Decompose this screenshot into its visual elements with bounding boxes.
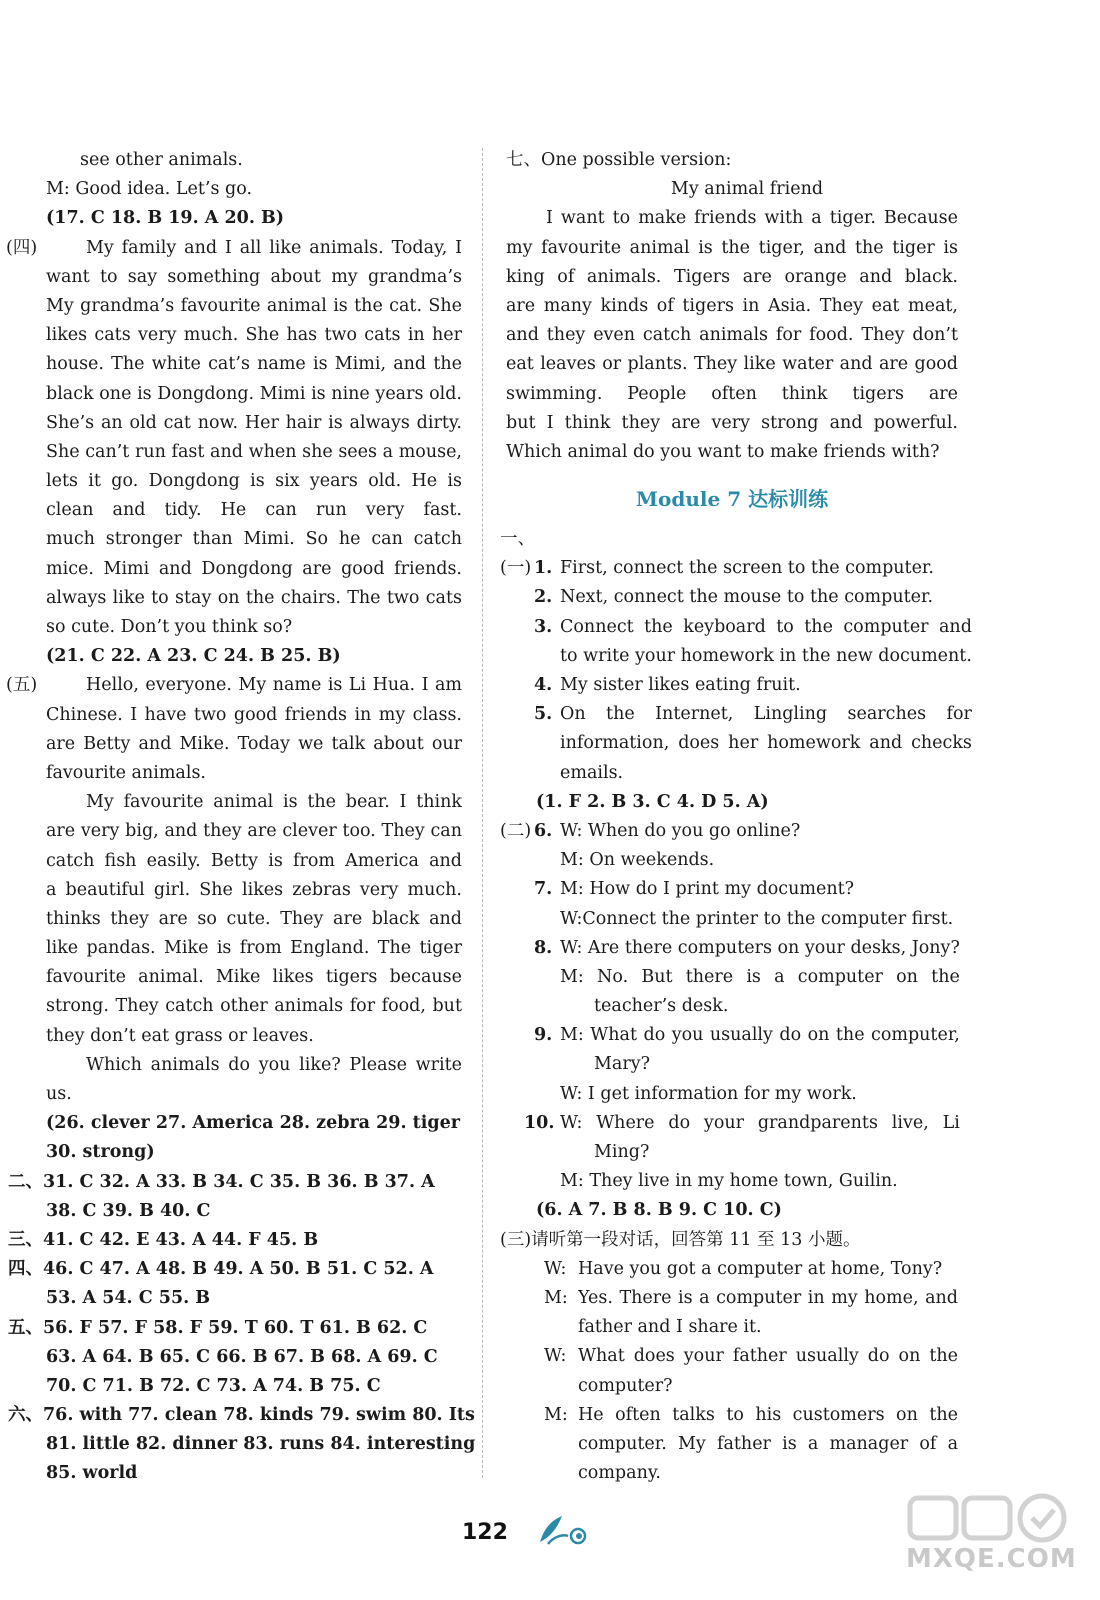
essay-line: Which animal do you want to make friends with? <box>506 441 940 462</box>
item-number: 5. <box>534 704 553 725</box>
item-text: information, does her homework and checks <box>560 733 972 754</box>
passage-line: She’s an old cat now. Her hair is always dirty. <box>46 412 462 433</box>
item-number: 9. <box>534 1025 553 1046</box>
passage-line: My grandma’s favourite animal is the cat. She <box>46 295 462 316</box>
dialogue-line: Have you got a computer at home, Tony? <box>578 1258 943 1279</box>
passage-line: Hello, everyone. My name is Li Hua. I am <box>86 675 462 696</box>
passage-4 <box>6 234 462 643</box>
section-label: 一、 <box>500 529 535 550</box>
speaker: M: <box>544 1287 568 1308</box>
passage-line: likes cats very much. She has two cats in her <box>46 325 462 346</box>
text-line: M: Good idea. Let’s go. <box>46 179 253 200</box>
dialogue-line: He often talks to his customers on the <box>578 1404 958 1425</box>
essay-line: are many kinds of tigers in Asia. They eat meat, <box>506 295 958 316</box>
listening-part-1 <box>500 554 972 788</box>
watermark-logo <box>906 1488 1076 1592</box>
answer-key: 四、46. C 47. A 48. B 49. A 50. B 51. C 52. A <box>8 1259 434 1280</box>
dialogue-line: M: What do you usually do on the computer, <box>560 1025 960 1046</box>
answer-key: 70. C 71. B 72. C 73. A 74. B 75. C <box>46 1375 381 1396</box>
part-label: (三)请听第一段对话，回答第 11 至 13 小题。 <box>500 1229 861 1250</box>
answer-key: 81. little 82. dinner 83. runs 84. interesting <box>46 1434 476 1455</box>
dialogue-line: M: They live in my home town, Guilin. <box>560 1171 898 1192</box>
passage-line: much stronger than Mimi. So he can catch <box>46 529 462 550</box>
passage-line: are very big, and they are clever too. They can <box>46 821 462 842</box>
passage-line: Chinese. I have two good friends in my class. <box>46 704 462 725</box>
speaker: M: <box>544 1404 568 1425</box>
dialogue-line: Yes. There is a computer in my home, and <box>578 1287 958 1308</box>
passage-line: house. The white cat’s name is Mimi, and the <box>46 354 462 375</box>
answer-key: 38. C 39. B 40. C <box>46 1200 211 1221</box>
answer-key: 六、76. with 77. clean 78. kinds 79. swim 80. Its <box>8 1405 475 1426</box>
passage-line: Which animals do you like? Please write <box>86 1054 462 1075</box>
dialogue-line: company. <box>578 1463 661 1484</box>
essay-line: swimming. People often think tigers are <box>506 383 958 404</box>
passage-line: favourite animal. Mike likes tigers because <box>46 967 462 988</box>
item-text: to write your homework in the new document. <box>560 645 972 666</box>
essay-line: eat leaves or plants. They like water and are good <box>506 354 958 375</box>
item-number: 8. <box>534 937 553 958</box>
essay-title: My animal friend <box>670 179 824 200</box>
answer-key: 三、41. C 42. E 43. A 44. F 45. B <box>8 1229 319 1250</box>
passage-line: favourite animals. <box>46 762 206 783</box>
speaker: W: <box>544 1346 567 1367</box>
dialogue-line: M: On weekends. <box>560 850 715 871</box>
answer-key: (26. clever 27. America 28. zebra 29. tiger <box>46 1113 460 1134</box>
item-number: 7. <box>534 879 553 900</box>
passage-line: My family and I all like animals. Today, I <box>86 237 462 258</box>
item-number: 3. <box>534 616 553 637</box>
dialogue-line: W: Where do your grandparents live, Li <box>560 1112 960 1133</box>
passage-line: strong. They catch other animals for food, but <box>46 996 462 1017</box>
dialogue-line: teacher’s desk. <box>594 996 729 1017</box>
passage-line: lets it go. Dongdong is six years old. He is <box>46 471 462 492</box>
passage-line: like pandas. Mike is from England. The tiger <box>46 938 462 959</box>
answer-key: (21. C 22. A 23. C 24. B 25. B) <box>46 646 341 667</box>
answer-key: 五、56. F 57. F 58. F 59. T 60. T 61. B 62. C <box>8 1317 428 1338</box>
passage-line: My favourite animal is the bear. I think <box>86 792 462 813</box>
watermark-text: MXQE.COM <box>906 1544 1077 1574</box>
section-label: (五) <box>6 675 38 696</box>
passage-line: thinks they are so cute. They are black and <box>46 908 462 929</box>
item-number: 4. <box>534 675 553 695</box>
answer-key: 85. world <box>46 1463 138 1484</box>
passage-line: a beautiful girl. She likes zebras very much. <box>46 879 462 900</box>
essay-line: and they even catch animals for food. They don’t <box>506 325 958 346</box>
section-heading: 七、One possible version: <box>506 150 732 170</box>
answer-key: 二、31. C 32. A 33. B 34. C 35. B 36. B 37. A <box>8 1171 435 1192</box>
passage-line: clean and tidy. He can run very fast. <box>46 500 462 521</box>
part-label: (二) <box>500 820 532 841</box>
answer-key: 63. A 64. B 65. C 66. B 67. B 68. A 69. C <box>46 1346 438 1367</box>
passage-line: so cute. Don’t you think so? <box>46 617 293 637</box>
passage-line: always like to stay on the chairs. The two cats <box>46 587 462 608</box>
dialogue-line: What does your father usually do on the <box>578 1346 958 1367</box>
dialogue-line: W: I get information for my work. <box>560 1083 857 1104</box>
item-text: My sister likes eating fruit. <box>560 675 801 695</box>
answer-key: 53. A 54. C 55. B <box>46 1288 211 1309</box>
item-text: On the Internet, Lingling searches for <box>560 704 972 725</box>
passage-line: mice. Mimi and Dongdong are good friends. <box>46 558 462 579</box>
item-number: 2. <box>534 587 553 608</box>
answer-key: 30. strong) <box>46 1142 155 1163</box>
passage-line: black one is Dongdong. Mimi is nine years old. <box>46 383 462 404</box>
dialogue-line: Mary? <box>594 1054 650 1075</box>
dialogue-line: W: Are there computers on your desks, Jony? <box>560 937 960 958</box>
dialogue-line: computer. My father is a manager of a <box>578 1433 958 1454</box>
part-label: (一) <box>500 558 532 579</box>
essay-line: my favourite animal is the tiger, and the tiger is <box>506 237 958 258</box>
watermark-icon <box>906 1488 1076 1548</box>
item-number: 6. <box>534 820 553 841</box>
passage-5 <box>6 671 462 1109</box>
column-divider <box>482 148 484 1478</box>
item-text: Next, connect the mouse to the computer. <box>560 587 934 608</box>
dialogue-line: W: When do you go online? <box>560 820 801 841</box>
right-column <box>500 146 972 1488</box>
dialogue-line: Ming? <box>594 1142 650 1162</box>
item-text: First, connect the screen to the computer. <box>560 558 934 579</box>
passage-line: catch fish easily. Betty is from America and <box>46 850 462 871</box>
dialogue-line: M: How do I print my document? <box>560 879 855 900</box>
dialogue-line: M: No. But there is a computer on the <box>560 966 960 987</box>
passage-line: are Betty and Mike. Today we talk about our <box>46 733 462 754</box>
answer-key: (1. F 2. B 3. C 4. D 5. A) <box>536 791 769 812</box>
essay-line: king of animals. Tigers are orange and black. <box>506 266 958 287</box>
dialogue-line: W:Connect the printer to the computer first. <box>560 908 954 929</box>
answer-key: (17. C 18. B 19. A 20. B) <box>46 208 285 229</box>
essay-line: I want to make friends with a tiger. Because <box>546 208 958 229</box>
speaker: W: <box>544 1258 567 1279</box>
section-label: (四) <box>6 237 38 258</box>
item-number: 1. <box>534 558 553 579</box>
item-text: Connect the keyboard to the computer and <box>560 616 972 637</box>
answer-key: (6. A 7. B 8. B 9. C 10. C) <box>536 1200 782 1221</box>
page-number: 122 <box>462 1520 508 1545</box>
passage-line: She can’t run fast and when she sees a mouse, <box>46 441 462 462</box>
passage-line: want to say something about my grandma’s <box>46 266 462 287</box>
item-text: emails. <box>560 762 624 783</box>
text-line: see other animals. <box>80 150 243 170</box>
left-column <box>6 146 476 1489</box>
item-number: 10. <box>524 1112 555 1133</box>
dialogue-line: father and I share it. <box>578 1317 762 1338</box>
dialogue-line: computer? <box>578 1375 673 1396</box>
passage-line: us. <box>46 1084 72 1104</box>
passage-line: they don’t eat grass or leaves. <box>46 1025 314 1046</box>
dialogue-part-3 <box>506 1255 958 1489</box>
module-title: Module 7 达标训练 <box>635 487 829 512</box>
listening-part-2 <box>500 817 958 1196</box>
leaf-swirl-icon <box>536 1512 592 1548</box>
essay-line: but I think they are very strong and powerful. <box>506 412 958 433</box>
